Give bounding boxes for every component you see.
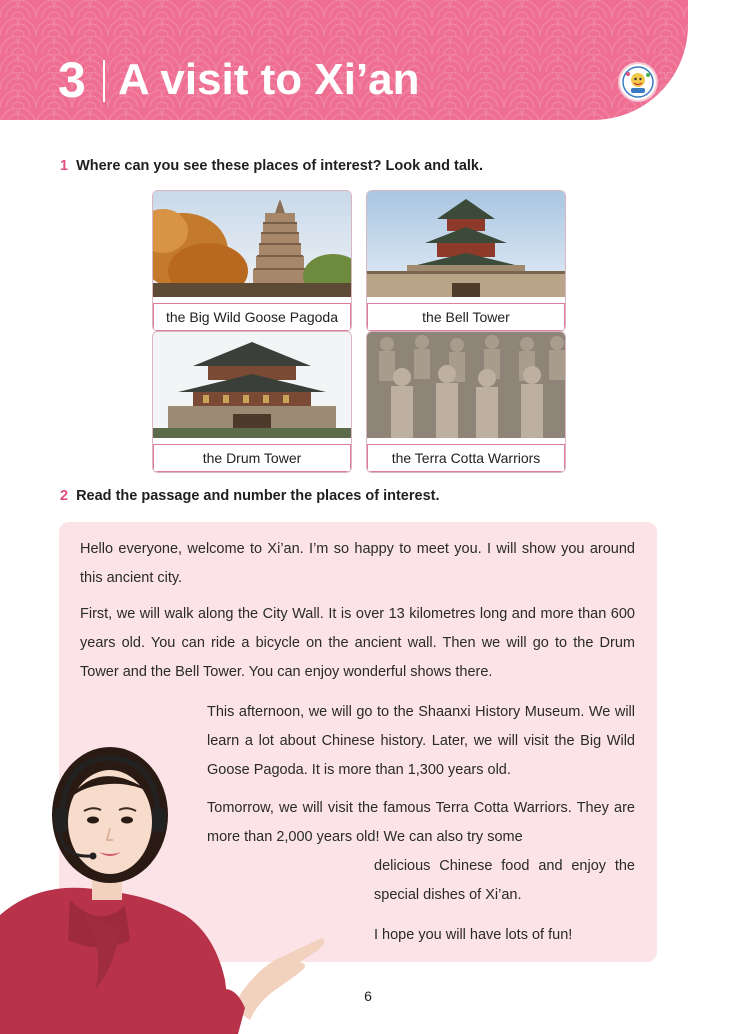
card-big-wild-goose-pagoda bbox=[152, 190, 352, 332]
card-terra-cotta-warriors bbox=[366, 331, 566, 473]
unit-header-banner bbox=[0, 0, 688, 120]
card-caption: the Terra Cotta Warriors bbox=[367, 444, 565, 472]
question-2-number: 2 bbox=[60, 488, 69, 504]
title-divider bbox=[103, 60, 105, 102]
passage-paragraph: delicious Chinese food and enjoy the special dishes of Xi’an. bbox=[374, 858, 635, 903]
passage-paragraph: First, we will walk along the City Wall. It is over 13 kilometres long and more than 600 years old. You can ride a bicycle on the ancient wall. Then we will go to the Drum Tower and the Bell Tower. You can enjoy wonderful shows there. bbox=[80, 606, 635, 680]
card-caption: the Bell Tower bbox=[367, 303, 565, 331]
card-drum-tower bbox=[152, 331, 352, 473]
drum-tower-photo bbox=[153, 332, 351, 438]
question-2-text: Read the passage and number the places of interest. bbox=[76, 488, 440, 504]
page-number: 6 bbox=[364, 988, 372, 1004]
question-1 bbox=[60, 158, 483, 174]
card-caption: the Drum Tower bbox=[153, 444, 351, 472]
passage-paragraph: I hope you will have lots of fun! bbox=[374, 927, 573, 943]
unit-number: 3 bbox=[58, 52, 86, 108]
warriors-photo bbox=[367, 332, 565, 438]
mascot-badge-icon bbox=[620, 64, 656, 100]
unit-title: A visit to Xi’an bbox=[118, 55, 420, 104]
passage-paragraph: Hello everyone, welcome to Xi’an. I’m so happy to meet you. I will show you around this ancient city. bbox=[80, 541, 635, 586]
question-1-number: 1 bbox=[60, 158, 69, 174]
passage-paragraph: Tomorrow, we will visit the famous Terra Cotta Warriors. They are more than 2,000 years old! We can also try some bbox=[207, 800, 635, 845]
card-bell-tower bbox=[366, 190, 566, 332]
bell-tower-photo bbox=[367, 191, 565, 297]
question-2 bbox=[60, 488, 439, 504]
question-1-text: Where can you see these places of interest? Look and talk. bbox=[76, 158, 484, 174]
card-caption: the Big Wild Goose Pagoda bbox=[153, 303, 351, 331]
pagoda-photo bbox=[153, 191, 351, 297]
passage-paragraph: This afternoon, we will go to the Shaanxi History Museum. We will learn a lot about Chinese history. Later, we will visit the Big Wild Goose Pagoda. It is more than 1,300 years old. bbox=[207, 704, 635, 778]
